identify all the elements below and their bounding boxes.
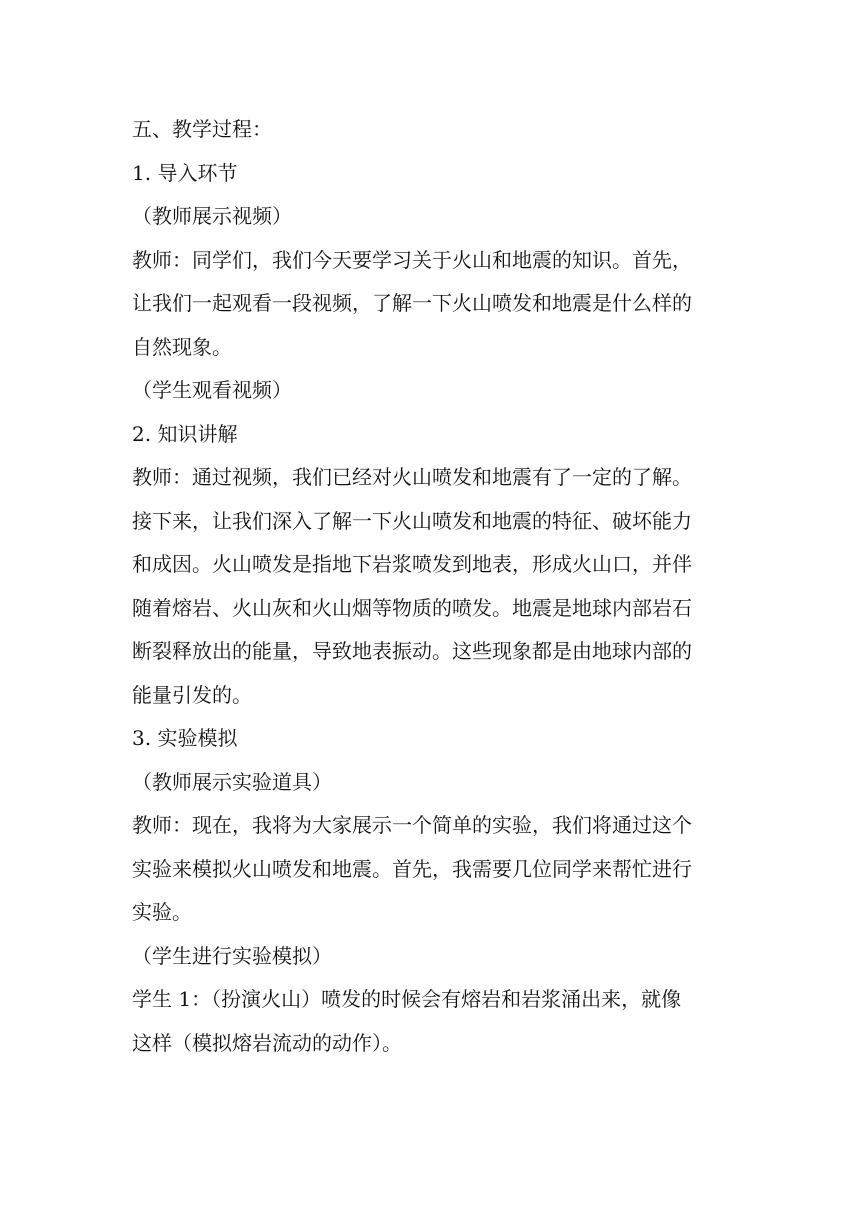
paragraph-line: 实验。 — [132, 900, 192, 924]
stage-direction: （学生观看视频） — [132, 378, 292, 402]
paragraph-line: 实验来模拟火山喷发和地震。首先，我需要几位同学来帮忙进行 — [132, 856, 692, 881]
paragraph-line: 教师：通过视频，我们已经对火山喷发和地震有了一定的了解。 — [132, 465, 692, 489]
step-heading-knowledge: 2. 知识讲解 — [132, 421, 238, 446]
step-heading-intro: 1. 导入环节 — [132, 160, 238, 185]
paragraph-line: 能量引发的。 — [132, 682, 252, 707]
section-title: 五、教学过程： — [132, 117, 272, 141]
stage-direction: （教师展示视频） — [132, 204, 292, 228]
paragraph-line: 随着熔岩、火山灰和火山烟等物质的喷发。地震是地球内部岩石 — [132, 595, 692, 620]
paragraph-line: 和成因。火山喷发是指地下岩浆喷发到地表，形成火山口，并伴 — [132, 552, 692, 576]
paragraph-line: 自然现象。 — [132, 334, 232, 359]
student-paragraph — [132, 978, 732, 1065]
stage-direction: （教师展示实验道具） — [132, 769, 332, 794]
teacher-paragraph-knowledge — [132, 456, 732, 717]
paragraph-line: 断裂释放出的能量，导致地表振动。这些现象都是由地球内部的 — [132, 639, 692, 663]
paragraph-line: 教师：同学们，我们今天要学习关于火山和地震的知识。首先， — [132, 247, 692, 272]
step-heading-experiment: 3. 实验模拟 — [132, 726, 238, 750]
paragraph-line: 教师：现在，我将为大家展示一个简单的实验，我们将通过这个 — [132, 813, 692, 837]
teacher-paragraph-intro — [132, 239, 732, 370]
paragraph-line: 接下来，让我们深入了解一下火山喷发和地震的特征、破坏能力 — [132, 508, 692, 533]
teacher-paragraph-experiment — [132, 804, 732, 935]
paragraph-line: 这样（模拟熔岩流动的动作）。 — [132, 1030, 402, 1055]
paragraph-line: 学生 1：（扮演火山）喷发的时候会有熔岩和岩浆涌出来，就像 — [132, 987, 682, 1011]
document-body — [132, 108, 732, 1065]
paragraph-line: 让我们一起观看一段视频，了解一下火山喷发和地震是什么样的 — [132, 291, 692, 315]
stage-direction: （学生进行实验模拟） — [132, 943, 332, 968]
